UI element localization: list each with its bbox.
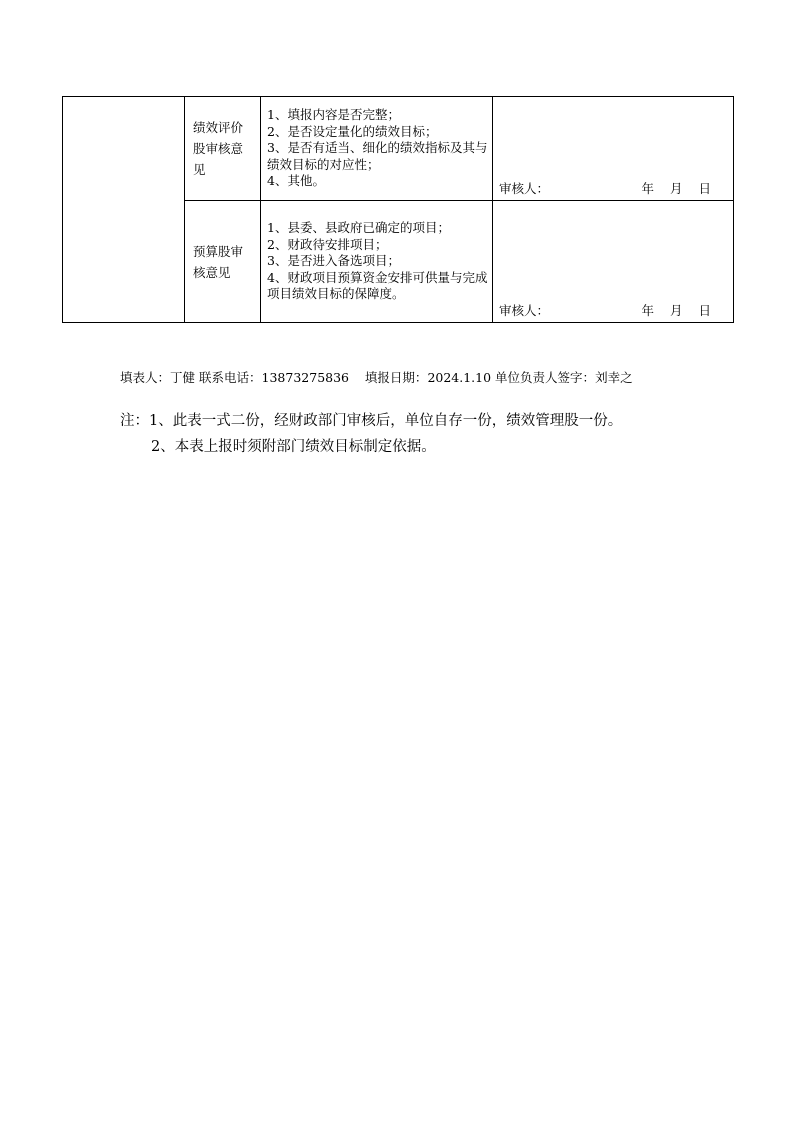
year-mark: 年 [641, 180, 654, 196]
criteria-item: 1、县委、县政府已确定的项目； [267, 220, 450, 236]
phone-label: 联系电话： [199, 370, 262, 385]
note-item: 2、本表上报时须附部门绩效目标制定依据。 [151, 439, 436, 455]
criteria-item: 4、其他。 [267, 173, 325, 189]
section-label-cell [185, 97, 261, 201]
date-value: 2024.1.10 [427, 370, 492, 385]
criteria-cell [261, 97, 493, 201]
criteria-list [261, 105, 492, 192]
criteria-item: 3、是否有适当、细化的绩效指标及其与绩效目标的对应性； [267, 140, 488, 172]
sign-cell [493, 97, 734, 201]
filler-name: 丁健 [170, 370, 196, 385]
month-mark: 月 [669, 180, 683, 196]
date-marks [641, 181, 711, 198]
section-label: 绩效评价股审核意见 [193, 120, 244, 177]
note-line [120, 434, 622, 460]
criteria-list [261, 218, 492, 305]
date-label: 填报日期： [364, 370, 428, 385]
criteria-cell [261, 201, 493, 323]
reviewer-label: 审核人： [499, 302, 550, 318]
notes [120, 408, 622, 460]
day-mark: 日 [698, 302, 711, 318]
sign-line [499, 303, 711, 320]
date-marks [641, 303, 711, 320]
footer-line [120, 368, 633, 386]
criteria-item: 3、是否进入备选项目； [267, 253, 400, 269]
reviewer-label: 审核人： [499, 180, 550, 196]
merged-left-cell [63, 97, 185, 323]
note-line [120, 408, 622, 434]
month-mark: 月 [669, 302, 683, 318]
note-item: 1、此表一式二份，经财政部门审核后，单位自存一份，绩效管理股一份。 [149, 413, 623, 429]
criteria-item: 4、财政项目预算资金安排可供量与完成项目绩效目标的保障度。 [267, 269, 488, 302]
review-row-performance [63, 97, 734, 201]
filler-label: 填表人： [120, 370, 171, 385]
year-mark: 年 [641, 302, 654, 318]
notes-prefix: 注： [120, 413, 149, 429]
sign-line [499, 181, 711, 198]
review-table [62, 96, 734, 323]
head-sign-label: 单位负责人签字： [495, 370, 596, 385]
sign-cell [493, 201, 734, 323]
section-label: 预算股审核意见 [193, 243, 244, 280]
criteria-item: 2、是否设定量化的绩效目标； [267, 123, 438, 139]
phone-value: 13873275836 [261, 370, 350, 385]
section-label-cell [185, 201, 261, 323]
criteria-item: 1、填报内容是否完整； [267, 107, 400, 123]
day-mark: 日 [698, 180, 711, 196]
criteria-item: 2、财政待安排项目； [267, 236, 388, 252]
head-sign-name: 刘幸之 [595, 370, 633, 385]
